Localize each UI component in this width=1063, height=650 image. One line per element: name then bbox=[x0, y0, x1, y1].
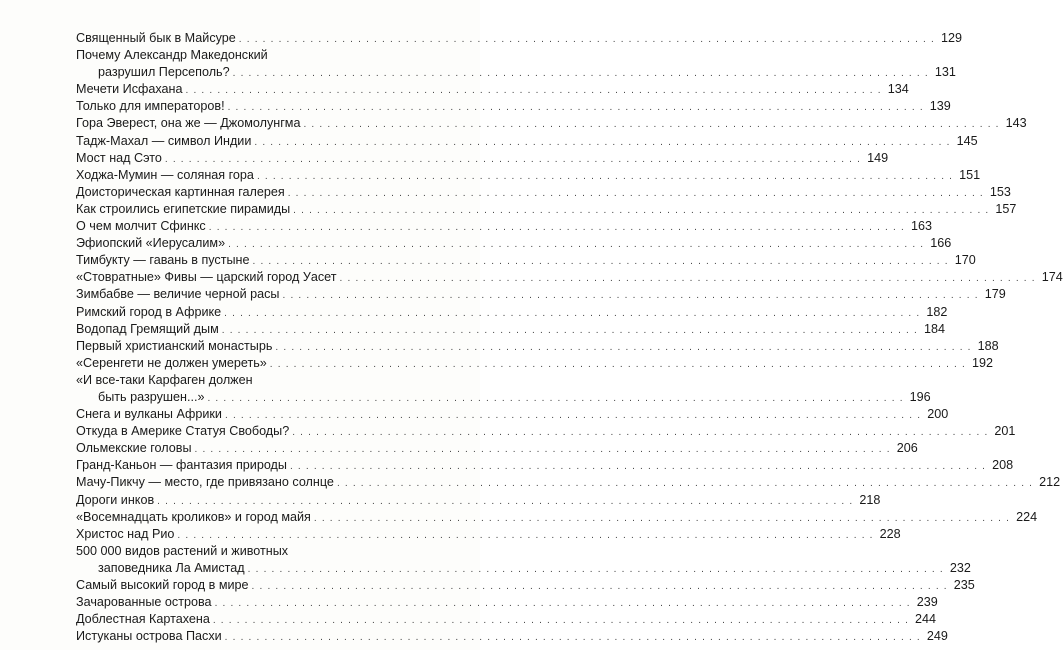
dot-leader: . . . . . . . . . . . . . . . . . . . . . . . . . . . . . . . . . . . . . . . . . . . . . . . . . . . . . . . . . . . . . . . . . . . . . . . . . . . . . . . . . . . . . . . . bbox=[247, 563, 944, 575]
toc-entry-title: Гора Эверест, она же — Джомолунгма bbox=[76, 116, 301, 131]
toc-entry-line bbox=[76, 98, 951, 115]
toc-entry-title: Мачу-Пикчу — место, где привязано солнце bbox=[76, 475, 334, 490]
toc-entry-line bbox=[76, 269, 1063, 286]
toc-entry bbox=[76, 252, 976, 269]
toc-entry-title: Самый высокий город в мире bbox=[76, 578, 249, 592]
toc-entry-line bbox=[76, 167, 981, 184]
toc-entry bbox=[76, 269, 1063, 286]
toc-entry bbox=[76, 423, 1016, 440]
toc-entry-line bbox=[76, 474, 1061, 491]
toc-page-number: 170 bbox=[954, 253, 976, 268]
toc-entry bbox=[76, 577, 975, 594]
toc-entry-title: Ходжа-Мумин — соляная гора bbox=[76, 167, 254, 182]
toc-entry-title: Тимбукту — гавань в пустыне bbox=[76, 253, 250, 268]
toc-entry-title: Как строились египетские пирамиды bbox=[76, 201, 291, 216]
toc-entry-title: Мечети Исфахана bbox=[76, 82, 183, 97]
dot-leader: . . . . . . . . . . . . . . . . . . . . . . . . . . . . . . . . . . . . . . . . . . . . . . . . . . . . . . . . . . . . . . . . . . . . . . . . . . . . . . . . . . . . . . . . bbox=[303, 119, 1000, 131]
toc-entry-line bbox=[76, 150, 889, 167]
toc-page-number: 129 bbox=[940, 31, 962, 45]
dot-leader: . . . . . . . . . . . . . . . . . . . . . . . . . . . . . . . . . . . . . . . . . . . . . . . . . . . . . . . . . . . . . . . . . . . . . . . . . . . . . . . . . . . . . . . . bbox=[221, 324, 918, 336]
toc-page-number: 232 bbox=[949, 560, 971, 575]
toc-entry-title: Зимбабве — величие черной расы bbox=[76, 287, 280, 302]
toc-entry-line bbox=[76, 355, 993, 372]
toc-entry bbox=[76, 372, 931, 406]
toc-page-number: 145 bbox=[956, 133, 978, 148]
toc-entry-line bbox=[76, 389, 931, 406]
toc-entry bbox=[76, 440, 918, 457]
toc-entry-title: Тадж-Махал — символ Индии bbox=[76, 133, 252, 148]
toc-entry bbox=[76, 150, 889, 167]
toc-entry-line bbox=[76, 492, 881, 509]
toc-entry-line bbox=[76, 30, 962, 47]
toc-page-number: 206 bbox=[896, 441, 918, 456]
toc-page-number: 131 bbox=[934, 65, 956, 80]
toc-entry-line bbox=[76, 577, 975, 594]
toc-entry-title: Откуда в Америке Статуя Свободы? bbox=[76, 424, 290, 439]
toc-page-number: 149 bbox=[867, 150, 889, 165]
dot-leader: . . . . . . . . . . . . . . . . . . . . . . . . . . . . . . . . . . . . . . . . . . . . . . . . . . . . . . . . . . . . . . . . . . . . . . . . . . . . . . . . . . . . . . . . bbox=[208, 222, 905, 234]
toc-entry bbox=[76, 133, 978, 150]
toc-page-number: 218 bbox=[859, 492, 881, 507]
dot-leader: . . . . . . . . . . . . . . . . . . . . . . . . . . . . . . . . . . . . . . . . . . . . . . . . . . . . . . . . . . . . . . . . . . . . . . . . . . . . . . . . . . . . . . . . bbox=[339, 273, 1036, 285]
toc-entry-line bbox=[76, 235, 952, 252]
toc-entry-title: Гранд-Каньон — фантазия природы bbox=[76, 458, 287, 473]
dot-leader: . . . . . . . . . . . . . . . . . . . . . . . . . . . . . . . . . . . . . . . . . . . . . . . . . . . . . . . . . . . . . . . . . . . . . . . . . . . . . . . . . . . . . . . . bbox=[238, 34, 935, 45]
dot-leader: . . . . . . . . . . . . . . . . . . . . . . . . . . . . . . . . . . . . . . . . . . . . . . . . . . . . . . . . . . . . . . . . . . . . . . . . . . . . . . . . . . . . . . . . bbox=[224, 632, 921, 644]
toc-page-number: 244 bbox=[915, 612, 937, 627]
toc-entry-title: заповедника Ла Амистад bbox=[98, 560, 245, 575]
toc-page-number: 157 bbox=[995, 201, 1017, 216]
toc-page-number: 239 bbox=[916, 595, 938, 610]
toc-entry bbox=[76, 509, 1038, 526]
toc-entry-title: Зачарованные острова bbox=[76, 595, 212, 610]
toc-entry bbox=[76, 184, 1011, 201]
toc-entry-title: 500 000 видов растений и животных bbox=[76, 543, 289, 558]
dot-leader: . . . . . . . . . . . . . . . . . . . . . . . . . . . . . . . . . . . . . . . . . . . . . . . . . . . . . . . . . . . . . . . . . . . . . . . . . . . . . . . . . . . . . . . . bbox=[224, 410, 922, 422]
toc-entry-title: Истуканы острова Пасхи bbox=[76, 629, 222, 644]
toc-entry bbox=[76, 492, 881, 509]
toc-entry-title: быть разрушен...» bbox=[98, 389, 205, 404]
toc-entry-line bbox=[76, 286, 1006, 303]
toc-entry-title: Римский город в Африке bbox=[76, 304, 222, 319]
dot-leader: . . . . . . . . . . . . . . . . . . . . . . . . . . . . . . . . . . . . . . . . . . . . . . . . . . . . . . . . . . . . . . . . . . . . . . . . . . . . . . . . . . . . . . . . bbox=[287, 187, 984, 199]
toc-page-number: 228 bbox=[879, 526, 901, 541]
toc-page-number: 174 bbox=[1041, 270, 1063, 285]
toc-entry-title: Водопад Гремящий дым bbox=[76, 321, 219, 336]
toc-entry-line bbox=[76, 133, 978, 150]
toc-page-number: 196 bbox=[909, 389, 931, 404]
toc-entry-title: разрушил Персеполь? bbox=[98, 65, 230, 80]
dot-leader: . . . . . . . . . . . . . . . . . . . . . . . . . . . . . . . . . . . . . . . . . . . . . . . . . . . . . . . . . . . . . . . . . . . . . . . . . . . . . . . . . . . . . . . . bbox=[207, 392, 904, 404]
toc-page-number: 166 bbox=[930, 236, 952, 251]
toc-entry bbox=[76, 286, 1006, 303]
toc-entry-line bbox=[76, 440, 918, 457]
dot-leader: . . . . . . . . . . . . . . . . . . . . . . . . . . . . . . . . . . . . . . . . . . . . . . . . . . . . . . . . . . . . . . . . . . . . . . . . . . . . . . . . . . . . . . . . bbox=[313, 512, 1011, 524]
toc-entry-title: Ольмекские головы bbox=[76, 441, 192, 456]
toc-entry-line bbox=[76, 184, 1011, 201]
toc-entry-line bbox=[76, 423, 1016, 440]
dot-leader: . . . . . . . . . . . . . . . . . . . . . . . . . . . . . . . . . . . . . . . . . . . . . . . . . . . . . . . . . . . . . . . . . . . . . . . . . . . . . . . . . . . . . . . . bbox=[254, 136, 951, 148]
toc-entry-line bbox=[76, 304, 948, 321]
toc-page-number: 151 bbox=[959, 167, 981, 182]
toc-entry-title: «Серенгети не должен умереть» bbox=[76, 355, 267, 370]
dot-leader: . . . . . . . . . . . . . . . . . . . . . . . . . . . . . . . . . . . . . . . . . . . . . . . . . . . . . . . . . . . . . . . . . . . . . . . . . . . . . . . . . . . . . . . . bbox=[194, 444, 891, 456]
toc-entry bbox=[76, 30, 962, 47]
toc-entry-title: «Восемнадцать кроликов» и город майя bbox=[76, 509, 311, 524]
toc-entry-line bbox=[76, 115, 1027, 132]
toc-page-number: 143 bbox=[1005, 116, 1027, 131]
toc-entry-line bbox=[76, 406, 949, 423]
dot-leader: . . . . . . . . . . . . . . . . . . . . . . . . . . . . . . . . . . . . . . . . . . . . . . . . . . . . . . . . . . . . . . . . . . . . . . . . . . . . . . . . . . . . . . . . bbox=[292, 427, 989, 439]
toc-entry-title: «Стовратные» Фивы — царский город Уасет bbox=[76, 270, 337, 285]
toc-entry-line bbox=[76, 47, 406, 64]
toc-entry-line bbox=[76, 560, 971, 577]
dot-leader: . . . . . . . . . . . . . . . . . . . . . . . . . . . . . . . . . . . . . . . . . . . . . . . . . . . . . . . . . . . . . . . . . . . . . . . . . . . . . . . . . . . . . . . . bbox=[177, 529, 874, 541]
toc-entry-line bbox=[76, 611, 937, 628]
toc-entry-line bbox=[76, 594, 938, 611]
toc-entry-line bbox=[76, 81, 909, 98]
toc-entry-line bbox=[76, 628, 948, 645]
toc-entry-line bbox=[76, 338, 999, 355]
toc-entry-line bbox=[76, 201, 1017, 218]
toc-page-number: 200 bbox=[927, 407, 949, 422]
toc-page-number: 201 bbox=[994, 424, 1016, 439]
toc-entry bbox=[76, 611, 937, 628]
toc-entry bbox=[76, 98, 951, 115]
toc-entry-title: Доблестная Картахена bbox=[76, 612, 210, 627]
toc-entry bbox=[76, 201, 1017, 218]
toc-entry bbox=[76, 355, 993, 372]
toc-entry bbox=[76, 474, 1061, 491]
dot-leader: . . . . . . . . . . . . . . . . . . . . . . . . . . . . . . . . . . . . . . . . . . . . . . . . . . . . . . . . . . . . . . . . . . . . . . . . . . . . . . . . . . . . . . . . bbox=[293, 204, 990, 216]
toc-entry bbox=[76, 235, 952, 252]
toc-entry bbox=[76, 167, 981, 184]
dot-leader: . . . . . . . . . . . . . . . . . . . . . . . . . . . . . . . . . . . . . . . . . . . . . . . . . . . . . . . . . . . . . . . . . . . . . . . . . . . . . . . . . . . . . . . . bbox=[275, 341, 972, 353]
toc-entry bbox=[76, 218, 932, 235]
dot-leader: . . . . . . . . . . . . . . . . . . . . . . . . . . . . . . . . . . . . . . . . . . . . . . . . . . . . . . . . . . . . . . . . . . . . . . . . . . . . . . . . . . . . . . . . bbox=[164, 153, 862, 165]
dot-leader: . . . . . . . . . . . . . . . . . . . . . . . . . . . . . . . . . . . . . . . . . . . . . . . . . . . . . . . . . . . . . . . . . . . . . . . . . . . . . . . . . . . . . . . . bbox=[214, 598, 911, 610]
toc-entry-title: Только для императоров! bbox=[76, 99, 225, 114]
dot-leader: . . . . . . . . . . . . . . . . . . . . . . . . . . . . . . . . . . . . . . . . . . . . . . . . . . . . . . . . . . . . . . . . . . . . . . . . . . . . . . . . . . . . . . . . bbox=[282, 290, 979, 302]
toc-entry bbox=[76, 406, 949, 423]
toc-entry-title: Мост над Сэто bbox=[76, 150, 162, 165]
toc-entry-title: Эфиопский «Иерусалим» bbox=[76, 236, 226, 251]
dot-leader: . . . . . . . . . . . . . . . . . . . . . . . . . . . . . . . . . . . . . . . . . . . . . . . . . . . . . . . . . . . . . . . . . . . . . . . . . . . . . . . . . . . . . . . . bbox=[227, 102, 924, 114]
table-of-contents bbox=[76, 30, 1063, 645]
toc-page-number: 249 bbox=[926, 629, 948, 644]
toc-entry bbox=[76, 321, 945, 338]
toc-page-number: 153 bbox=[989, 184, 1011, 199]
toc-page-number: 208 bbox=[992, 458, 1014, 473]
toc-entry-title: Первый христианский монастырь bbox=[76, 338, 273, 353]
toc-entry-title: Священный бык в Майсуре bbox=[76, 31, 236, 45]
toc-page-number: 134 bbox=[887, 82, 909, 97]
toc-page-number: 182 bbox=[926, 304, 948, 319]
toc-page-number: 179 bbox=[984, 287, 1006, 302]
dot-leader: . . . . . . . . . . . . . . . . . . . . . . . . . . . . . . . . . . . . . . . . . . . . . . . . . . . . . . . . . . . . . . . . . . . . . . . . . . . . . . . . . . . . . . . . bbox=[251, 581, 948, 592]
toc-entry-title: «И все-таки Карфаген должен bbox=[76, 372, 253, 387]
toc-entry-line bbox=[76, 526, 901, 543]
toc-entry-title: О чем молчит Сфинкс bbox=[76, 219, 206, 234]
dot-leader: . . . . . . . . . . . . . . . . . . . . . . . . . . . . . . . . . . . . . . . . . . . . . . . . . . . . . . . . . . . . . . . . . . . . . . . . . . . . . . . . . . . . . . . . bbox=[252, 256, 949, 268]
toc-page-number: 192 bbox=[971, 355, 993, 370]
toc-entry bbox=[76, 304, 948, 321]
toc-entry bbox=[76, 47, 956, 81]
toc-entry-title: Доисторическая картинная галерея bbox=[76, 184, 285, 199]
dot-leader: . . . . . . . . . . . . . . . . . . . . . . . . . . . . . . . . . . . . . . . . . . . . . . . . . . . . . . . . . . . . . . . . . . . . . . . . . . . . . . . . . . . . . . . . bbox=[289, 461, 987, 473]
toc-entry bbox=[76, 526, 901, 543]
toc-entry-line bbox=[76, 252, 976, 269]
toc-entry-line bbox=[76, 218, 932, 235]
toc-entry bbox=[76, 594, 938, 611]
toc-page-number: 224 bbox=[1016, 509, 1038, 524]
toc-page-number: 184 bbox=[923, 321, 945, 336]
dot-leader: . . . . . . . . . . . . . . . . . . . . . . . . . . . . . . . . . . . . . . . . . . . . . . . . . . . . . . . . . . . . . . . . . . . . . . . . . . . . . . . . . . . . . . . . bbox=[212, 615, 910, 627]
toc-entry-line bbox=[76, 509, 1038, 526]
toc-entry bbox=[76, 115, 1027, 132]
toc-entry bbox=[76, 457, 1014, 474]
toc-entry-title: Снега и вулканы Африки bbox=[76, 407, 222, 422]
toc-page-number: 212 bbox=[1039, 475, 1061, 490]
dot-leader: . . . . . . . . . . . . . . . . . . . . . . . . . . . . . . . . . . . . . . . . . . . . . . . . . . . . . . . . . . . . . . . . . . . . . . . . . . . . . . . . . . . . . . . . bbox=[336, 478, 1034, 490]
toc-entry-line bbox=[76, 372, 406, 389]
dot-leader: . . . . . . . . . . . . . . . . . . . . . . . . . . . . . . . . . . . . . . . . . . . . . . . . . . . . . . . . . . . . . . . . . . . . . . . . . . . . . . . . . . . . . . . . bbox=[228, 239, 925, 251]
toc-entry bbox=[76, 543, 971, 577]
toc-page-number: 139 bbox=[929, 99, 951, 114]
toc-page-number: 235 bbox=[953, 578, 975, 592]
toc-page-number: 163 bbox=[910, 219, 932, 234]
toc-entry-title: Христос над Рио bbox=[76, 526, 175, 541]
toc-entry-line bbox=[76, 321, 945, 338]
dot-leader: . . . . . . . . . . . . . . . . . . . . . . . . . . . . . . . . . . . . . . . . . . . . . . . . . . . . . . . . . . . . . . . . . . . . . . . . . . . . . . . . . . . . . . . . bbox=[256, 170, 954, 182]
dot-leader: . . . . . . . . . . . . . . . . . . . . . . . . . . . . . . . . . . . . . . . . . . . . . . . . . . . . . . . . . . . . . . . . . . . . . . . . . . . . . . . . . . . . . . . . bbox=[157, 495, 854, 507]
toc-entry-title: Дороги инков bbox=[76, 492, 155, 507]
dot-leader: . . . . . . . . . . . . . . . . . . . . . . . . . . . . . . . . . . . . . . . . . . . . . . . . . . . . . . . . . . . . . . . . . . . . . . . . . . . . . . . . . . . . . . . . bbox=[232, 68, 929, 80]
toc-entry-title: Почему Александр Македонский bbox=[76, 48, 268, 63]
toc-entry bbox=[76, 628, 948, 645]
toc-entry-line bbox=[76, 457, 1014, 474]
dot-leader: . . . . . . . . . . . . . . . . . . . . . . . . . . . . . . . . . . . . . . . . . . . . . . . . . . . . . . . . . . . . . . . . . . . . . . . . . . . . . . . . . . . . . . . . bbox=[224, 307, 921, 319]
toc-entry-line bbox=[76, 64, 956, 81]
dot-leader: . . . . . . . . . . . . . . . . . . . . . . . . . . . . . . . . . . . . . . . . . . . . . . . . . . . . . . . . . . . . . . . . . . . . . . . . . . . . . . . . . . . . . . . . bbox=[269, 358, 966, 370]
toc-page-number: 188 bbox=[977, 338, 999, 353]
toc-entry-line bbox=[76, 543, 406, 560]
toc-entry bbox=[76, 338, 999, 355]
dot-leader: . . . . . . . . . . . . . . . . . . . . . . . . . . . . . . . . . . . . . . . . . . . . . . . . . . . . . . . . . . . . . . . . . . . . . . . . . . . . . . . . . . . . . . . . bbox=[185, 85, 882, 97]
toc-entry bbox=[76, 81, 909, 98]
